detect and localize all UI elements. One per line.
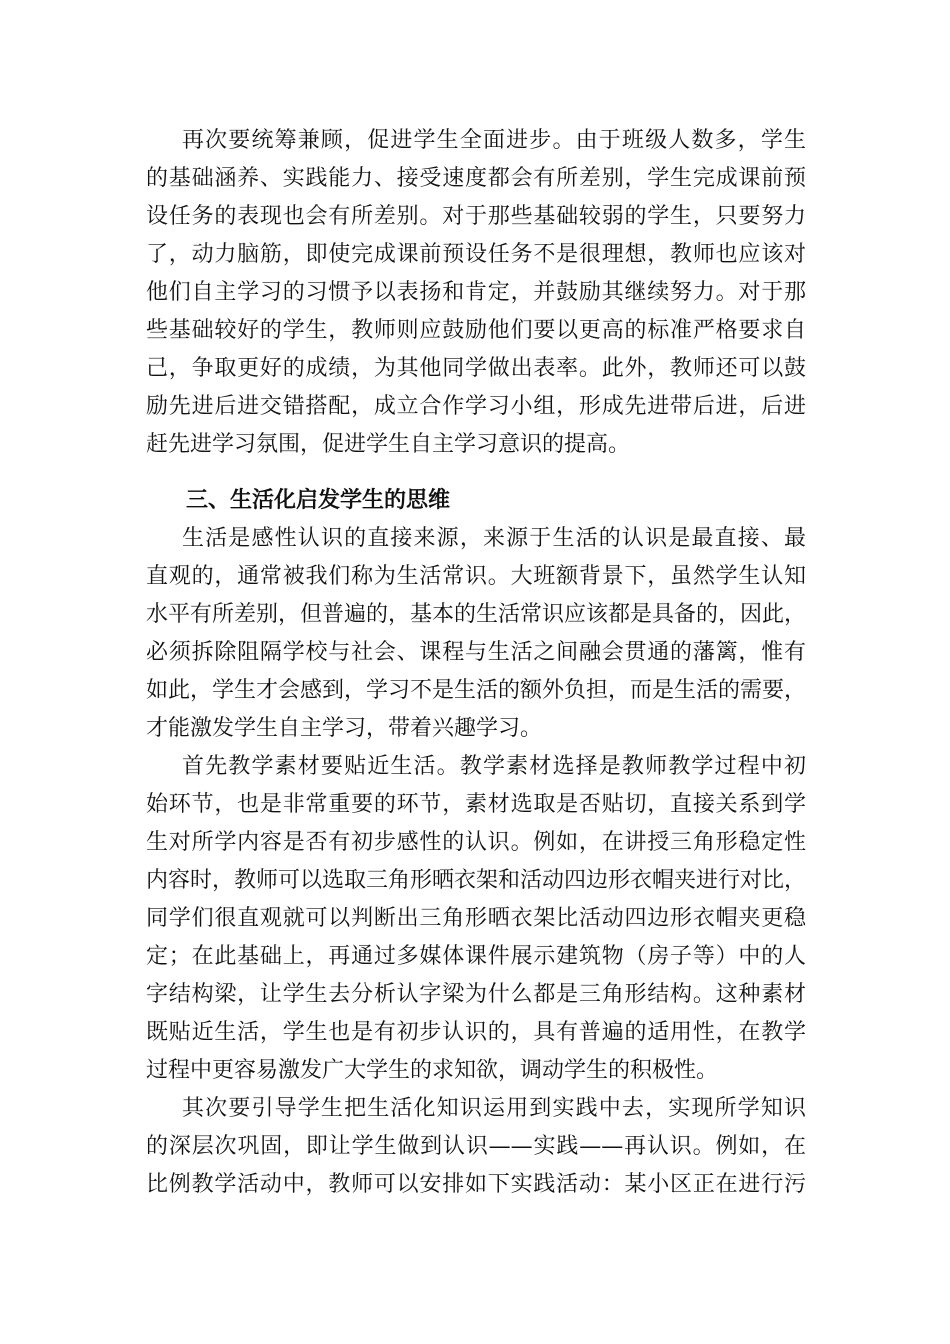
paragraph-3-line-7: 字结构梁，让学生去分析认字梁为什么都是三角形结构。这种素材 (146, 982, 806, 1007)
paragraph-1-line-5: 他们自主学习的习惯予以表扬和肯定，并鼓励其继续努力。对于那 (146, 280, 806, 305)
paragraph-1-line-1: 再次要统筹兼顾，促进学生全面进步。由于班级人数多，学生 (182, 128, 806, 153)
paragraph-4-line-1: 其次要引导学生把生活化知识运用到实践中去，实现所学知识 (182, 1096, 806, 1121)
paragraph-1-line-3: 设任务的表现也会有所差别。对于那些基础较弱的学生，只要努力 (146, 204, 806, 229)
paragraph-3-line-3: 生对所学内容是否有初步感性的认识。例如，在讲授三角形稳定性 (146, 830, 806, 855)
paragraph-1-line-8: 励先进后进交错搭配，成立合作学习小组，形成先进带后进，后进 (146, 394, 806, 419)
paragraph-2-line-2: 直观的，通常被我们称为生活常识。大班额背景下，虽然学生认知 (146, 564, 806, 589)
paragraph-2-line-1: 生活是感性认识的直接来源，来源于生活的认识是最直接、最 (182, 526, 806, 551)
paragraph-3-line-8: 既贴近生活，学生也是有初步认识的，具有普遍的适用性，在教学 (146, 1020, 806, 1045)
paragraph-1-line-4: 了，动力脑筋，即使完成课前预设任务不是很理想，教师也应该对 (146, 242, 806, 267)
paragraph-3-line-9: 过程中更容易激发广大学生的求知欲，调动学生的积极性。 (146, 1058, 719, 1083)
paragraph-1-line-7: 己，争取更好的成绩，为其他同学做出表率。此外，教师还可以鼓 (146, 356, 806, 381)
paragraph-2-line-4: 必须拆除阻隔学校与社会、课程与生活之间融会贯通的藩篱，惟有 (146, 640, 806, 665)
paragraph-2-line-5: 如此，学生才会感到，学习不是生活的额外负担，而是生活的需要， (146, 678, 807, 703)
paragraph-1-line-6: 些基础较好的学生，教师则应鼓励他们要以更高的标准严格要求自 (146, 318, 806, 343)
paragraph-2-line-6: 才能激发学生自主学习，带着兴趣学习。 (146, 716, 543, 741)
paragraph-4-line-3: 比例教学活动中，教师可以安排如下实践活动：某小区正在进行污 (146, 1172, 806, 1197)
paragraph-4-line-2: 的深层次巩固，即让学生做到认识——实践——再认识。例如，在 (146, 1134, 806, 1159)
paragraph-1-line-2: 的基础涵养、实践能力、接受速度都会有所差别，学生完成课前预 (146, 166, 806, 191)
paragraph-3-line-5: 同学们很直观就可以判断出三角形晒衣架比活动四边形衣帽夹更稳 (146, 906, 806, 931)
paragraph-3-line-2: 始环节，也是非常重要的环节，素材选取是否贴切，直接关系到学 (146, 792, 806, 817)
paragraph-3-line-4: 内容时，教师可以选取三角形晒衣架和活动四边形衣帽夹进行对比， (146, 868, 807, 893)
paragraph-1-line-9: 赶先进学习氛围，促进学生自主学习意识的提高。 (146, 432, 631, 457)
paragraph-2-line-3: 水平有所差别，但普遍的，基本的生活常识应该都是具备的，因此， (146, 602, 807, 627)
paragraph-3-line-6: 定；在此基础上，再通过多媒体课件展示建筑物（房子等）中的人 (146, 944, 806, 969)
paragraph-3-line-1: 首先教学素材要贴近生活。教学素材选择是教师教学过程中初 (182, 754, 806, 779)
section-heading: 三、生活化启发学生的思维 (186, 488, 451, 513)
